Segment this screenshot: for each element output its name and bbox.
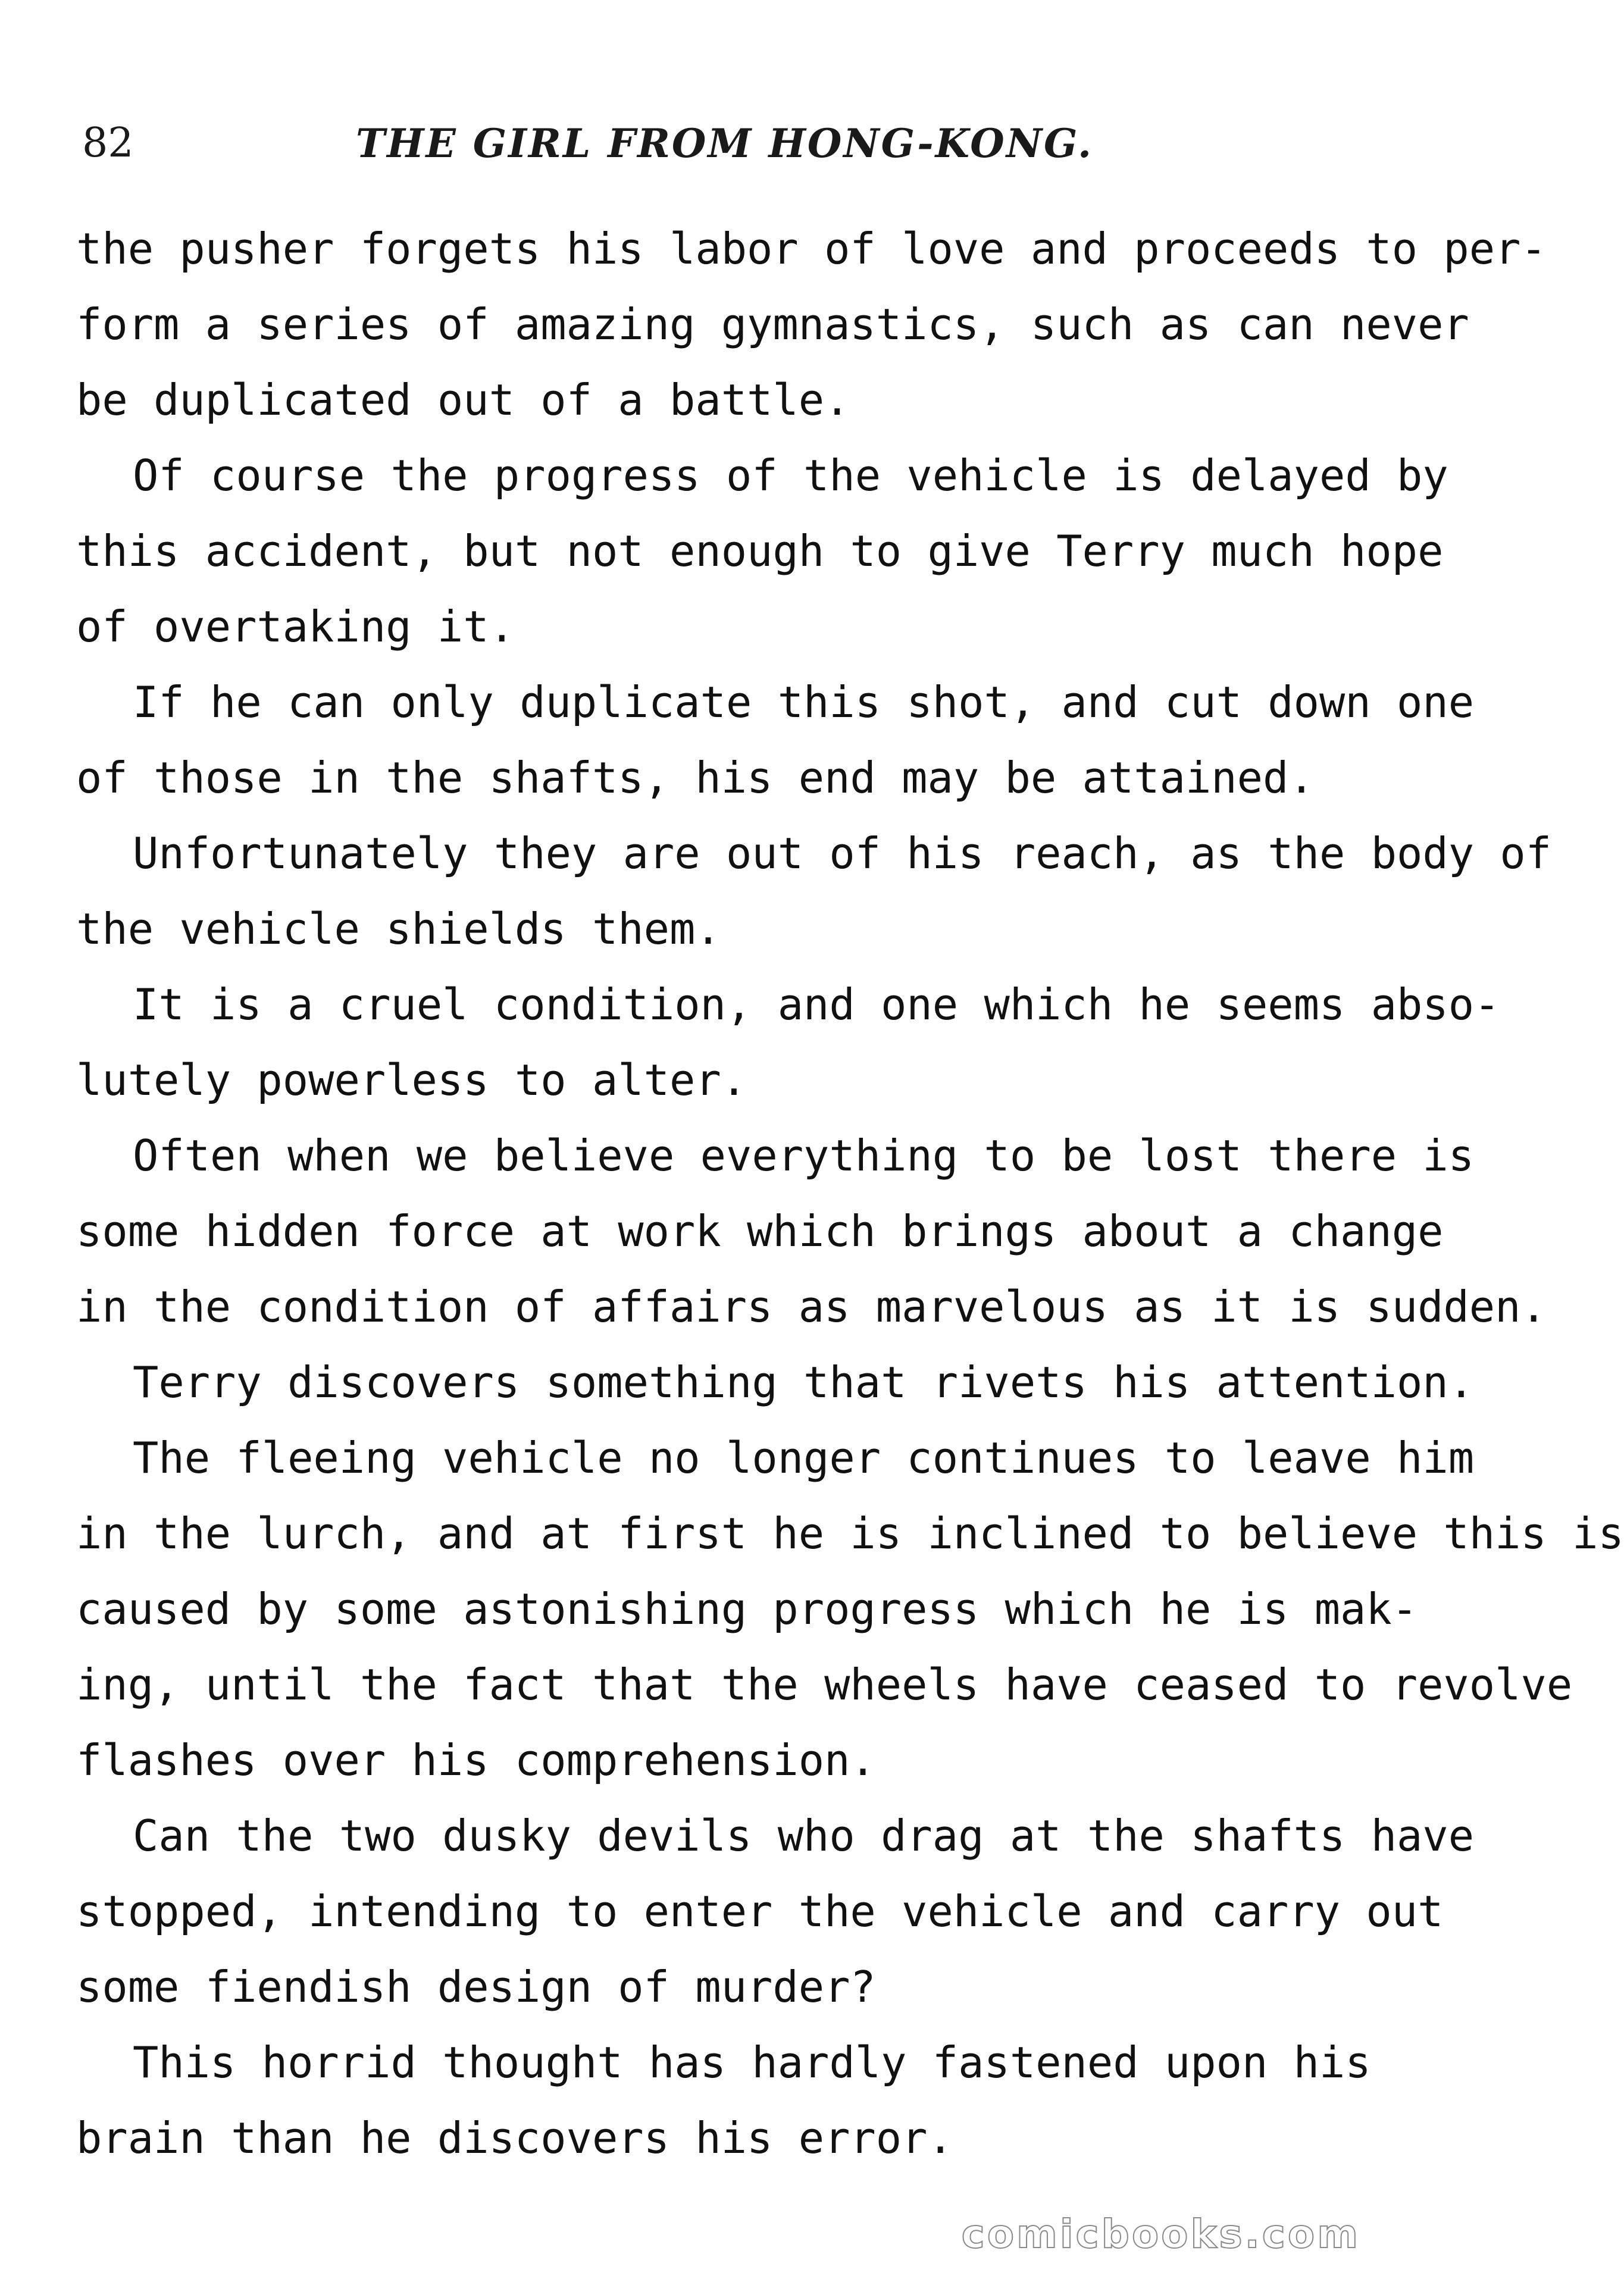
text-line: The fleeing vehicle no longer continues to leave him — [133, 1433, 1475, 1483]
text-line: of overtaking it. — [76, 602, 515, 652]
text-line: It is a cruel condition, and one which he seems abso- — [133, 979, 1500, 1029]
text-line: If he can only duplicate this shot, and cut down one — [133, 677, 1475, 727]
text-line: this accident, but not enough to give Terry much hope — [76, 526, 1444, 576]
text-line: in the condition of affairs as marvelous as it is sudden. — [76, 1282, 1547, 1332]
text-line: lutely powerless to alter. — [76, 1055, 747, 1105]
text-line: ing, until the fact that the wheels have ceased to revolve — [76, 1660, 1573, 1710]
text-line: brain than he discovers his error. — [76, 2113, 953, 2163]
body-text — [76, 211, 1624, 2176]
page-number: 82 — [82, 120, 134, 167]
watermark: comicbooks.com — [961, 2211, 1360, 2257]
text-line: form a series of amazing gymnastics, such as can never — [76, 299, 1469, 349]
text-line: some hidden force at work which brings about a change — [76, 1206, 1444, 1256]
text-line: caused by some astonishing progress which he is mak- — [76, 1584, 1418, 1634]
running-head — [82, 117, 1320, 170]
text-line: some fiendish design of murder? — [76, 1962, 876, 2012]
text-line: This horrid thought has hardly fastened upon his — [133, 2037, 1371, 2087]
text-line: Terry discovers something that rivets his attention. — [133, 1357, 1475, 1407]
running-title: THE GIRL FROM HONG-KONG. — [356, 120, 1094, 167]
text-line: the pusher forgets his labor of love and proceeds to per- — [76, 224, 1547, 274]
text-line: Often when we believe everything to be lost there is — [133, 1131, 1475, 1181]
text-line: Can the two dusky devils who drag at the shafts have — [133, 1811, 1475, 1861]
text-line: Of course the progress of the vehicle is delayed by — [133, 450, 1448, 500]
text-line: be duplicated out of a battle. — [76, 375, 850, 425]
text-line: the vehicle shields them. — [76, 904, 721, 954]
text-line: flashes over his comprehension. — [76, 1735, 876, 1785]
text-line: Unfortunately they are out of his reach, as the body of — [133, 828, 1552, 878]
text-line: stopped, intending to enter the vehicle and carry out — [76, 1886, 1444, 1936]
text-line: of those in the shafts, his end may be attained. — [76, 753, 1315, 803]
text-line: in the lurch, and at first he is inclined to believe this is — [76, 1508, 1624, 1558]
